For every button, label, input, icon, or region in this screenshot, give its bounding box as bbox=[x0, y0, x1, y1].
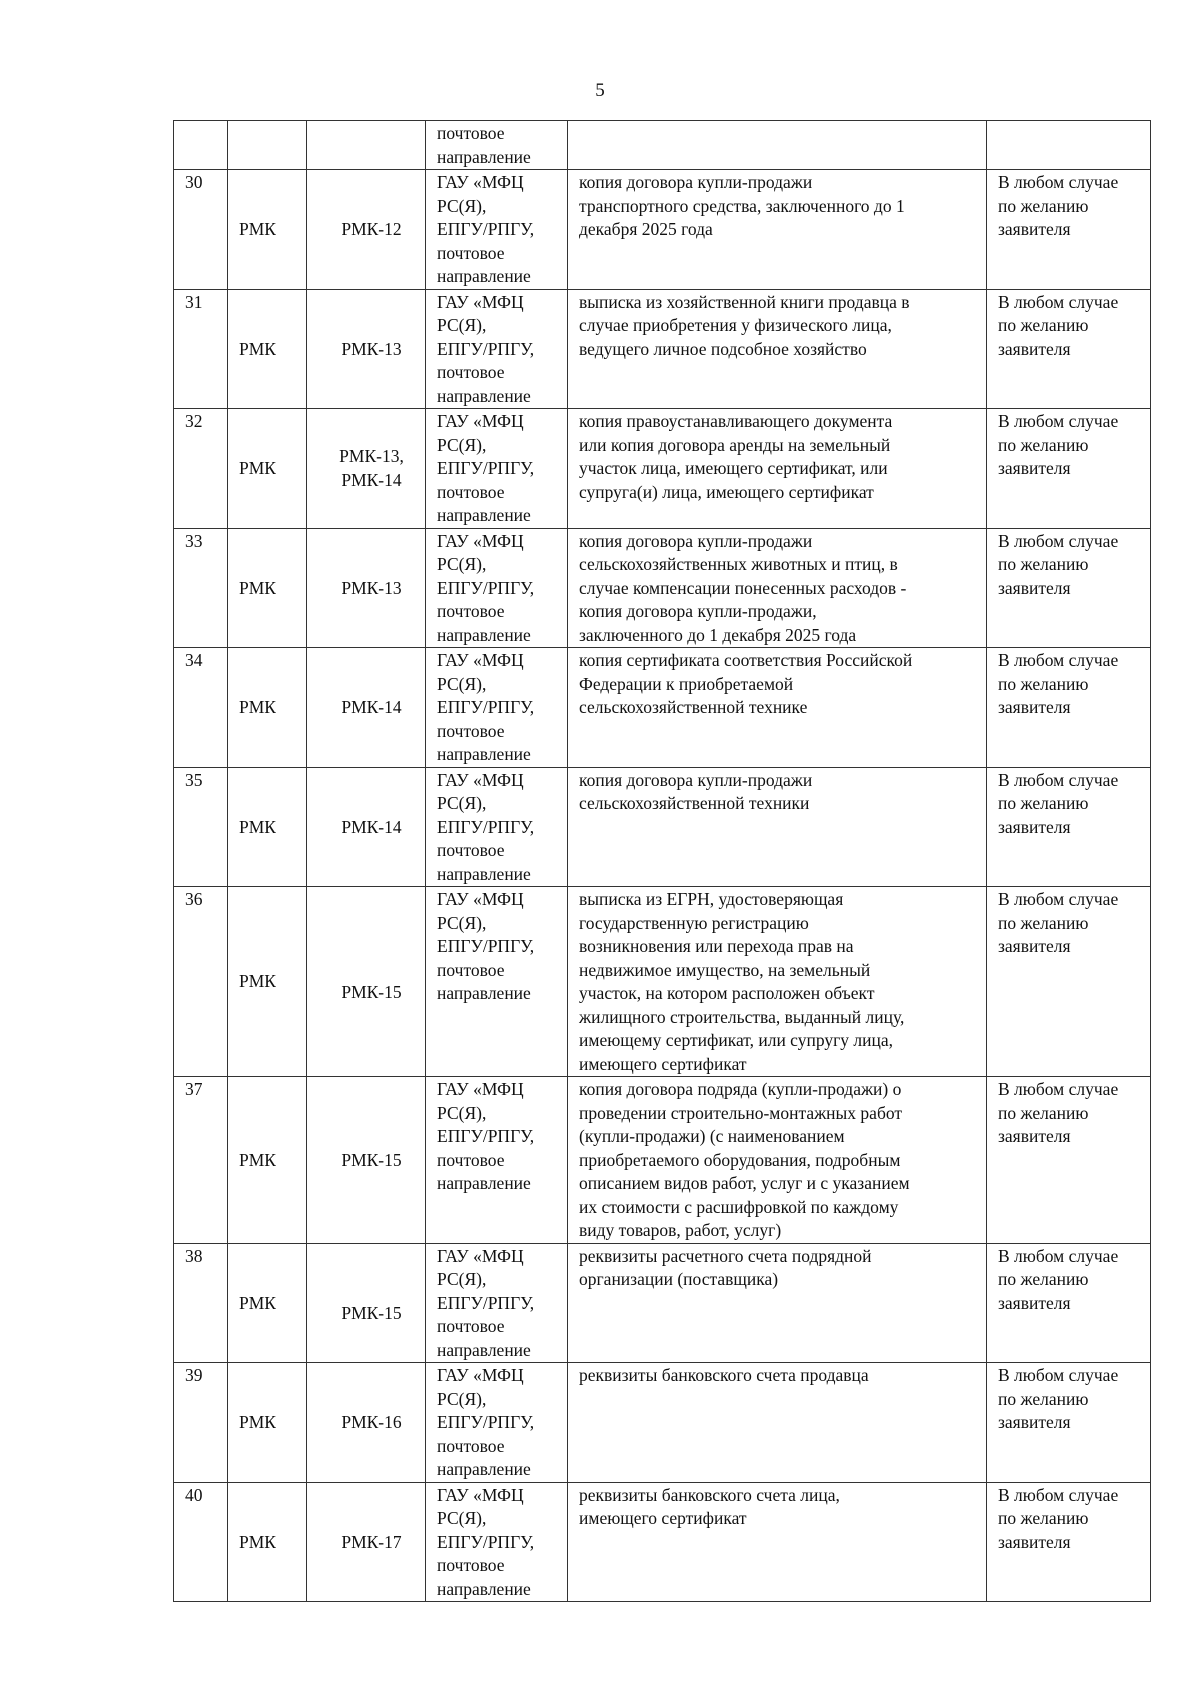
cell-condition bbox=[987, 1363, 1151, 1483]
table-row bbox=[174, 289, 1151, 409]
channel-line: ЕПГУ/РПГУ, bbox=[437, 219, 535, 239]
cell-num: 31 bbox=[174, 289, 228, 409]
cell-code bbox=[307, 1243, 426, 1363]
cell-channel bbox=[426, 1482, 568, 1602]
channel-line: направление bbox=[437, 983, 531, 1003]
table-row bbox=[174, 1243, 1151, 1363]
description-line: имеющего сертификат bbox=[579, 1508, 747, 1528]
description-line: сельскохозяйственной технике bbox=[579, 697, 808, 717]
cell-description bbox=[568, 1243, 987, 1363]
cell-channel bbox=[426, 1363, 568, 1483]
description-line: транспортного средства, заключенного до 1 bbox=[579, 195, 905, 216]
cell-num bbox=[174, 121, 228, 170]
description-line: проведении строительно-монтажных работ bbox=[579, 1102, 903, 1123]
condition-line: В любом случае bbox=[998, 769, 1119, 790]
cell-condition bbox=[987, 887, 1151, 1077]
condition-line: по желанию bbox=[998, 1508, 1089, 1528]
description-line: копия договора купли-продажи, bbox=[579, 601, 817, 621]
cell-code bbox=[307, 121, 426, 170]
code-line: РМК-13, bbox=[339, 446, 404, 467]
channel-line: РС(Я), bbox=[437, 1102, 487, 1123]
channel-line: направление bbox=[437, 146, 531, 167]
description-line: реквизиты банковского счета продавца bbox=[579, 1365, 869, 1385]
code-line: РМК-14 bbox=[341, 816, 402, 837]
channel-line: почтовое bbox=[437, 1555, 505, 1575]
channel-line: ЕПГУ/РПГУ, bbox=[437, 1126, 535, 1146]
cell-description bbox=[568, 409, 987, 529]
channel-line: ЕПГУ/РПГУ, bbox=[437, 1412, 535, 1432]
code-line: РМК-14 bbox=[341, 697, 402, 717]
channel-line: ГАУ «МФЦ bbox=[437, 1484, 524, 1505]
channel-line: почтовое bbox=[437, 242, 505, 263]
description-line: участок лица, имеющего сертификат, или bbox=[579, 458, 888, 478]
condition-line: по желанию bbox=[998, 195, 1089, 216]
cell-num: 36 bbox=[174, 887, 228, 1077]
description-line: супруга(и) лица, имеющего сертификат bbox=[579, 481, 874, 502]
condition-line: заявителя bbox=[998, 458, 1071, 478]
condition-line: по желанию bbox=[998, 793, 1089, 813]
description-line: выписка из ЕГРН, удостоверяющая bbox=[579, 889, 844, 909]
condition-line: по желанию bbox=[998, 554, 1089, 574]
cell-channel bbox=[426, 767, 568, 887]
cell-channel bbox=[426, 121, 568, 170]
description-line: реквизиты расчетного счета подрядной bbox=[579, 1245, 872, 1266]
cell-channel bbox=[426, 1243, 568, 1363]
channel-line: РС(Я), bbox=[437, 1388, 487, 1409]
cell-condition bbox=[987, 170, 1151, 290]
channel-line: РС(Я), bbox=[437, 912, 487, 933]
cell-code bbox=[307, 289, 426, 409]
cell-condition bbox=[987, 289, 1151, 409]
channel-line: РС(Я), bbox=[437, 673, 487, 694]
description-line: виду товаров, работ, услуг) bbox=[579, 1220, 782, 1240]
cell-description bbox=[568, 887, 987, 1077]
channel-line: ЕПГУ/РПГУ, bbox=[437, 1292, 535, 1313]
condition-line: заявителя bbox=[998, 1126, 1071, 1146]
page-number: 5 bbox=[595, 80, 605, 101]
cell-num: 37 bbox=[174, 1077, 228, 1244]
cell-num: 40 bbox=[174, 1482, 228, 1602]
description-line: выписка из хозяйственной книги продавца в bbox=[579, 291, 910, 312]
condition-line: В любом случае bbox=[998, 889, 1119, 909]
description-line: копия договора купли-продажи bbox=[579, 769, 813, 790]
cell-description bbox=[568, 1363, 987, 1483]
channel-line: ЕПГУ/РПГУ, bbox=[437, 577, 535, 598]
condition-line: В любом случае bbox=[998, 530, 1119, 551]
table-row bbox=[174, 1363, 1151, 1483]
channel-line: направление bbox=[437, 863, 531, 884]
condition-line: заявителя bbox=[998, 936, 1071, 956]
condition-line: В любом случае bbox=[998, 1245, 1119, 1266]
cell-condition bbox=[987, 1243, 1151, 1363]
condition-line: по желанию bbox=[998, 1269, 1089, 1289]
condition-line: В любом случае bbox=[998, 411, 1119, 431]
description-line: копия договора купли-продажи bbox=[579, 530, 813, 551]
channel-line: ЕПГУ/РПГУ, bbox=[437, 697, 535, 717]
description-line: сельскохозяйственных животных и птиц, в bbox=[579, 554, 898, 574]
description-line: реквизиты банковского счета лица, bbox=[579, 1484, 840, 1505]
channel-line: РС(Я), bbox=[437, 1269, 487, 1289]
cell-description bbox=[568, 170, 987, 290]
code-line: РМК-15 bbox=[341, 981, 402, 1002]
channel-line: ГАУ «МФЦ bbox=[437, 291, 524, 312]
channel-line: почтовое bbox=[437, 123, 505, 143]
channel-line: ГАУ «МФЦ bbox=[437, 1245, 524, 1266]
cell-type: РМК bbox=[228, 1243, 307, 1363]
description-line: Федерации к приобретаемой bbox=[579, 673, 794, 694]
condition-line: по желанию bbox=[998, 912, 1089, 933]
description-line: имеющему сертификат, или супругу лица, bbox=[579, 1030, 894, 1050]
condition-line: заявителя bbox=[998, 1292, 1071, 1313]
table-row bbox=[174, 409, 1151, 529]
description-line: их стоимости с расшифровкой по каждому bbox=[579, 1196, 899, 1217]
channel-line: РС(Я), bbox=[437, 315, 487, 335]
channel-line: почтовое bbox=[437, 959, 505, 980]
description-line: имеющего сертификат bbox=[579, 1053, 747, 1074]
cell-type: РМК bbox=[228, 1482, 307, 1602]
code-line: РМК-14 bbox=[341, 469, 402, 490]
channel-line: ГАУ «МФЦ bbox=[437, 411, 524, 431]
condition-line: заявителя bbox=[998, 219, 1071, 239]
description-line: копия правоустанавливающего документа bbox=[579, 411, 893, 431]
condition-line: по желанию bbox=[998, 673, 1089, 694]
cell-num: 39 bbox=[174, 1363, 228, 1483]
cell-description bbox=[568, 1077, 987, 1244]
description-line: жилищного строительства, выданный лицу, bbox=[579, 1006, 905, 1027]
code-line: РМК-16 bbox=[341, 1412, 402, 1432]
channel-line: ГАУ «МФЦ bbox=[437, 1365, 524, 1385]
cell-condition bbox=[987, 648, 1151, 768]
code-line: РМК-12 bbox=[341, 219, 402, 239]
channel-line: направление bbox=[437, 505, 531, 525]
channel-line: почтовое bbox=[437, 1149, 505, 1170]
channel-line: ГАУ «МФЦ bbox=[437, 650, 524, 670]
channel-line: РС(Я), bbox=[437, 434, 487, 455]
condition-line: В любом случае bbox=[998, 650, 1119, 670]
cell-type: РМК bbox=[228, 528, 307, 648]
channel-line: ЕПГУ/РПГУ, bbox=[437, 338, 535, 359]
cell-channel bbox=[426, 289, 568, 409]
cell-channel bbox=[426, 1077, 568, 1244]
description-line: ведущего личное подсобное хозяйство bbox=[579, 338, 867, 359]
cell-num: 34 bbox=[174, 648, 228, 768]
condition-line: заявителя bbox=[998, 1412, 1071, 1432]
cell-type: РМК bbox=[228, 289, 307, 409]
description-line: копия сертификата соответствия Российской bbox=[579, 650, 913, 670]
channel-line: ГАУ «МФЦ bbox=[437, 889, 524, 909]
cell-channel bbox=[426, 170, 568, 290]
cell-code bbox=[307, 1077, 426, 1244]
cell-channel bbox=[426, 887, 568, 1077]
documents-table bbox=[173, 120, 1151, 1602]
channel-line: ЕПГУ/РПГУ, bbox=[437, 936, 535, 956]
cell-description bbox=[568, 289, 987, 409]
description-line: участок, на котором расположен объект bbox=[579, 983, 875, 1003]
cell-type: РМК bbox=[228, 767, 307, 887]
description-line: организации (поставщика) bbox=[579, 1269, 779, 1289]
description-line: копия договора подряда (купли-продажи) о bbox=[579, 1079, 902, 1099]
cell-condition bbox=[987, 1482, 1151, 1602]
table-row bbox=[174, 528, 1151, 648]
code-line: РМК-15 bbox=[341, 1303, 402, 1323]
channel-line: направление bbox=[437, 266, 531, 286]
description-line: приобретаемого оборудования, подробным bbox=[579, 1149, 901, 1170]
code-line: РМК-13 bbox=[341, 338, 402, 359]
channel-line: ГАУ «МФЦ bbox=[437, 769, 524, 790]
channel-line: РС(Я), bbox=[437, 1508, 487, 1528]
cell-channel bbox=[426, 528, 568, 648]
channel-line: направление bbox=[437, 1578, 531, 1599]
channel-line: ЕПГУ/РПГУ, bbox=[437, 458, 535, 478]
channel-line: ГАУ «МФЦ bbox=[437, 530, 524, 551]
channel-line: направление bbox=[437, 744, 531, 764]
condition-line: заявителя bbox=[998, 577, 1071, 598]
condition-line: заявителя bbox=[998, 816, 1071, 837]
cell-code bbox=[307, 767, 426, 887]
cell-condition bbox=[987, 767, 1151, 887]
cell-num: 35 bbox=[174, 767, 228, 887]
cell-description bbox=[568, 767, 987, 887]
cell-condition bbox=[987, 528, 1151, 648]
cell-condition bbox=[987, 121, 1151, 170]
cell-description bbox=[568, 648, 987, 768]
condition-line: В любом случае bbox=[998, 291, 1119, 312]
cell-num: 32 bbox=[174, 409, 228, 529]
condition-line: заявителя bbox=[998, 338, 1071, 359]
cell-type: РМК bbox=[228, 170, 307, 290]
description-line: недвижимое имущество, на земельный bbox=[579, 959, 871, 980]
description-line: случае компенсации понесенных расходов - bbox=[579, 577, 907, 598]
cell-condition bbox=[987, 1077, 1151, 1244]
channel-line: ГАУ «МФЦ bbox=[437, 172, 524, 192]
channel-line: почтовое bbox=[437, 840, 505, 860]
cell-channel bbox=[426, 409, 568, 529]
description-line: копия договора купли-продажи bbox=[579, 172, 813, 192]
condition-line: В любом случае bbox=[998, 1484, 1119, 1505]
channel-line: почтовое bbox=[437, 1435, 505, 1456]
cell-type: РМК bbox=[228, 1077, 307, 1244]
channel-line: РС(Я), bbox=[437, 195, 487, 216]
channel-line: почтовое bbox=[437, 362, 505, 382]
condition-line: по желанию bbox=[998, 434, 1089, 455]
cell-type: РМК bbox=[228, 409, 307, 529]
cell-code bbox=[307, 170, 426, 290]
condition-line: заявителя bbox=[998, 1531, 1071, 1552]
description-line: (купли-продажи) (с наименованием bbox=[579, 1126, 845, 1146]
description-line: государственную регистрацию bbox=[579, 912, 809, 933]
table-row-continuation bbox=[174, 121, 1151, 170]
channel-line: ЕПГУ/РПГУ, bbox=[437, 1531, 535, 1552]
channel-line: направление bbox=[437, 624, 531, 645]
channel-line: направление bbox=[437, 385, 531, 406]
channel-line: почтовое bbox=[437, 1316, 505, 1336]
table-row bbox=[174, 1077, 1151, 1244]
cell-num: 38 bbox=[174, 1243, 228, 1363]
table-row bbox=[174, 170, 1151, 290]
channel-line: ЕПГУ/РПГУ, bbox=[437, 816, 535, 837]
description-line: возникновения или перехода прав на bbox=[579, 936, 854, 956]
table-row bbox=[174, 648, 1151, 768]
description-line: описанием видов работ, услуг и с указанием bbox=[579, 1173, 910, 1193]
description-line: заключенного до 1 декабря 2025 года bbox=[579, 624, 857, 645]
description-line: или копия договора аренды на земельный bbox=[579, 434, 891, 455]
cell-type: РМК bbox=[228, 887, 307, 1077]
description-line: декабря 2025 года bbox=[579, 219, 713, 239]
cell-condition bbox=[987, 409, 1151, 529]
channel-line: почтовое bbox=[437, 481, 505, 502]
documents-table-body bbox=[174, 121, 1151, 1602]
channel-line: РС(Я), bbox=[437, 554, 487, 574]
cell-description bbox=[568, 528, 987, 648]
condition-line: по желанию bbox=[998, 315, 1089, 335]
cell-channel bbox=[426, 648, 568, 768]
cell-description bbox=[568, 121, 987, 170]
code-line: РМК-13 bbox=[341, 577, 402, 598]
code-line: РМК-15 bbox=[341, 1149, 402, 1170]
channel-line: направление bbox=[437, 1339, 531, 1360]
cell-type bbox=[228, 121, 307, 170]
channel-line: ГАУ «МФЦ bbox=[437, 1079, 524, 1099]
table-row bbox=[174, 767, 1151, 887]
table-row bbox=[174, 887, 1151, 1077]
cell-description bbox=[568, 1482, 987, 1602]
condition-line: по желанию bbox=[998, 1388, 1089, 1409]
cell-num: 33 bbox=[174, 528, 228, 648]
cell-code bbox=[307, 1482, 426, 1602]
channel-line: почтовое bbox=[437, 720, 505, 741]
description-line: сельскохозяйственной техники bbox=[579, 793, 810, 813]
condition-line: В любом случае bbox=[998, 172, 1119, 192]
condition-line: по желанию bbox=[998, 1102, 1089, 1123]
cell-code bbox=[307, 409, 426, 529]
cell-type: РМК bbox=[228, 648, 307, 768]
description-line: случае приобретения у физического лица, bbox=[579, 315, 892, 335]
channel-line: направление bbox=[437, 1459, 531, 1479]
cell-type: РМК bbox=[228, 1363, 307, 1483]
cell-code bbox=[307, 887, 426, 1077]
cell-code bbox=[307, 528, 426, 648]
channel-line: почтовое bbox=[437, 601, 505, 621]
channel-line: направление bbox=[437, 1173, 531, 1193]
condition-line: заявителя bbox=[998, 697, 1071, 717]
condition-line: В любом случае bbox=[998, 1365, 1119, 1385]
cell-code bbox=[307, 1363, 426, 1483]
condition-line: В любом случае bbox=[998, 1079, 1119, 1099]
table-row bbox=[174, 1482, 1151, 1602]
code-line: РМК-17 bbox=[341, 1531, 402, 1552]
channel-line: РС(Я), bbox=[437, 793, 487, 813]
cell-num: 30 bbox=[174, 170, 228, 290]
cell-code bbox=[307, 648, 426, 768]
